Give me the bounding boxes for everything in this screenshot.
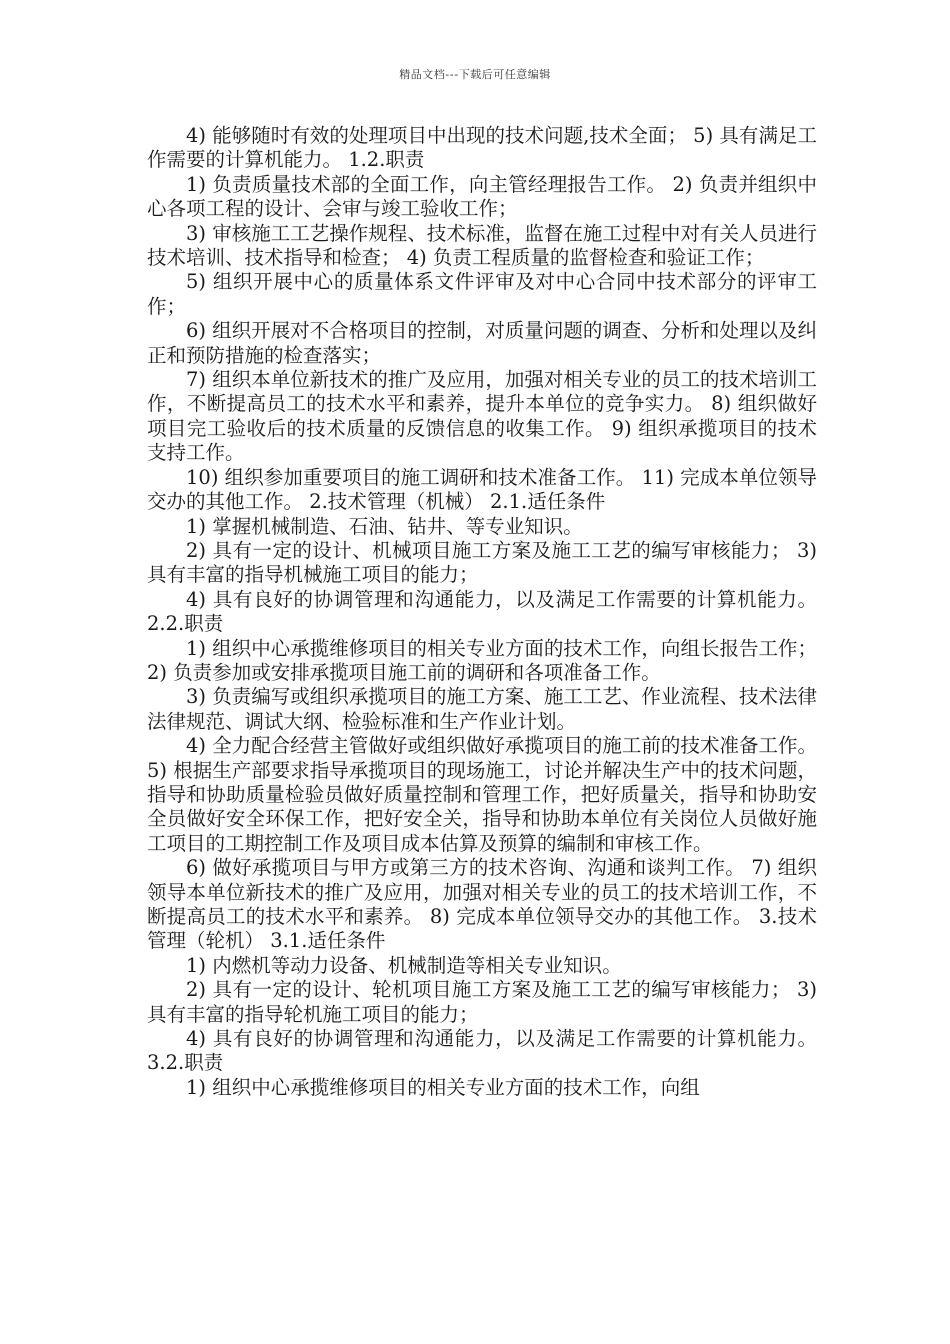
paragraph: 3) 审核施工工艺操作规程、技术标准，监督在施工过程中对有关人员进行技术培训、技术指导和检查； 4) 负责工程质量的监督检查和验证工作； (147, 221, 817, 270)
paragraph: 1) 内燃机等动力设备、机械制造等相关专业知识。 (186, 953, 622, 977)
paragraph: 7) 组织本单位新技术的推广及应用，加强对相关专业的员工的技术培训工作，不断提高员工的技术水平和素养，提升本单位的竞争实力。 8) 组织做好项目完工验收后的技术质量的反馈信息的收集工作。 9) 组织承揽项目的技术支持工作。 (147, 368, 817, 465)
paragraph: 2) 具有一定的设计、轮机项目施工方案及施工工艺的编写审核能力； 3) 具有丰富的指导轮机施工项目的能力； (147, 978, 817, 1026)
paragraph: 4) 全力配合经营主管做好或组织做好承揽项目的施工前的技术准备工作。 5) 根据生产部要求指导承揽项目的现场施工，讨论并解决生产中的技术问题，指导和协助质量检验员做好质量控制和管理工作，把好质量关，指导和协助安全员做好安全环保工作，把好安全关，指导和协助本单位有关岗位人员做好施工项目的工期控制工作及项目成本估算及预算的编制和审核工作。 (147, 734, 817, 855)
paragraph: 1) 负责质量技术部的全面工作，向主管经理报告工作。 2) 负责并组织中心各项工程的设计、会审与竣工验收工作； (147, 172, 817, 221)
paragraph: 1) 组织中心承揽维修项目的相关专业方面的技术工作，向组 (186, 1075, 700, 1099)
paragraph: 10) 组织参加重要项目的施工调研和技术准备工作。 11) 完成本单位领导交办的其他工作。 2.技术管理（机械） 2.1.适任条件 (147, 465, 817, 514)
paragraph: 4) 具有良好的协调管理和沟通能力，以及满足工作需要的计算机能力。 2.2.职责 (147, 587, 817, 636)
page-header: 精品文档---下载后可任意编辑 (399, 68, 551, 81)
paragraph: 1) 组织中心承揽维修项目的相关专业方面的技术工作，向组长报告工作； 2) 负责参加或安排承揽项目施工前的调研和各项准备工作。 (147, 636, 817, 684)
paragraph: 4) 能够随时有效的处理项目中出现的技术问题,技术全面； 5) 具有满足工作需要的计算机能力。 1.2.职责 (147, 124, 817, 172)
paragraph: 6) 做好承揽项目与甲方或第三方的技术咨询、沟通和谈判工作。 7) 组织领导本单位新技术的推广及应用，加强对相关专业的员工的技术培训工作，不断提高员工的技术水平和素养。 8) 完成本单位领导交办的其他工作。 3.技术管理（轮机） 3.1.适任条件 (147, 856, 817, 953)
paragraph: 3) 负责编写或组织承揽项目的施工方案、施工工艺、作业流程、技术法律法律规范、调试大纲、检验标准和生产作业计划。 (147, 685, 817, 733)
paragraph: 4) 具有良好的协调管理和沟通能力，以及满足工作需要的计算机能力。 3.2.职责 (147, 1027, 817, 1075)
paragraph: 6) 组织开展对不合格项目的控制，对质量问题的调查、分析和处理以及纠正和预防措施的检查落实； (147, 319, 817, 367)
document-body (147, 124, 817, 1100)
paragraph: 5) 组织开展中心的质量体系文件评审及对中心合同中技术部分的评审工作； (147, 270, 817, 318)
paragraph: 2) 具有一定的设计、机械项目施工方案及施工工艺的编写审核能力； 3) 具有丰富的指导机械施工项目的能力； (147, 538, 817, 587)
paragraph: 1) 掌握机械制造、石油、钻井、等专业知识。 (186, 514, 583, 538)
